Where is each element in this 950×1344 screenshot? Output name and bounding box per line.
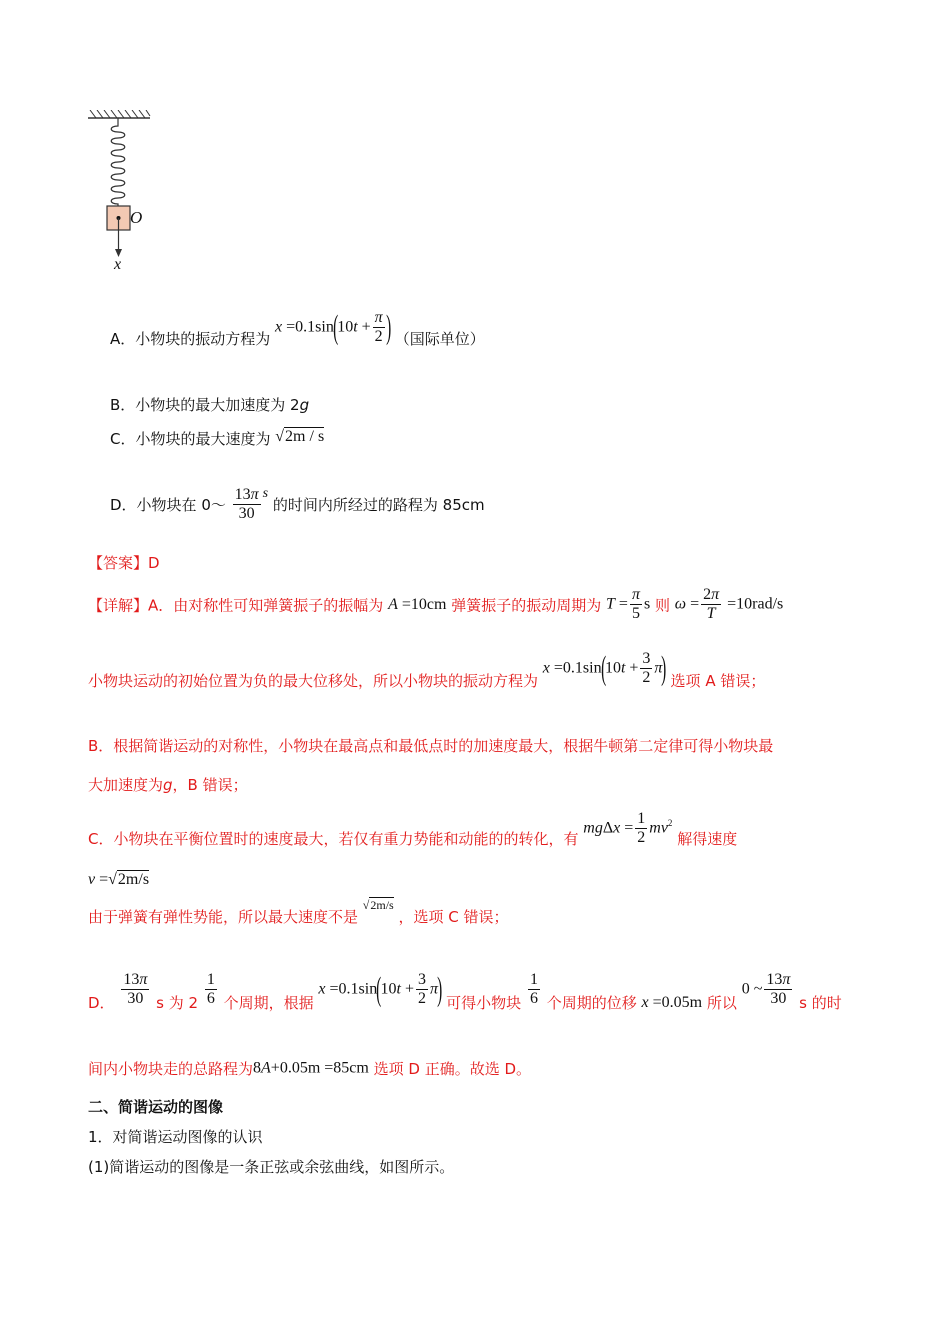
explanation-a-line2: 小物块运动的初始位置为负的最大位移处，所以小物块的振动方程为 x =0.1sin(10t + $\frac{3}{2}$ π) 选项 A 错误； <box>88 649 766 690</box>
explanation-c-line2: v =√2m/s <box>88 871 150 888</box>
explanation-b-line2: 大加速度为g，B 错误； <box>88 776 248 794</box>
explanation-d-line2: 间内小物块走的总路程为8A+0.05m =85cm 选项 D 正确。故选 D。 <box>88 1059 532 1078</box>
spring-oscillator-diagram <box>84 110 164 280</box>
section-item-1: 1．对简谐运动图像的认识 <box>88 1128 263 1146</box>
option-a: A．小物块的振动方程为 x =0.1sin(10t + $\frac{\pi}{2}$ ) （国际单位） <box>110 308 485 348</box>
answer-line: 【答案】D <box>88 554 160 572</box>
explanation-c-line1: C．小物块在平衡位置时的速度最大，若仅有重力势能和动能的的转化，有 mgΔx = $\frac{1}{2}$ $mv^2$ 解得速度 <box>88 809 738 848</box>
explanation-b-line1: B．根据简谐运动的对称性，小物块在最高点和最低点时的加速度最大，根据牛顿第二定律可得小物块最 <box>88 737 774 755</box>
option-b: B．小物块的最大加速度为 2g <box>110 396 310 414</box>
spring-coil <box>111 118 125 206</box>
axis-label: x <box>114 256 122 273</box>
option-d: D．小物块在 0～ $\frac{13\pi}{30}$ s 的时间内所经过的路程为 85cm <box>110 486 485 523</box>
option-c: C．小物块的最大速度为 √2m / s <box>110 428 325 448</box>
explanation-c-line3: 由于弹簧有弹性势能，所以最大速度不是 √2m/s ，选项 C 错误； <box>88 898 509 926</box>
section-heading: 二、简谐运动的图像 <box>88 1098 224 1116</box>
origin-label: O <box>130 208 143 227</box>
explanation-a-line1: 【详解】A．由对称性可知弹簧振子的振幅为 A =10cm 弹簧振子的振动周期为 T = $\frac{\pi}{5}$ s 则 ω = $\frac{2\pi}{T}$ =10rad/s <box>88 586 784 623</box>
explanation-d-line1: D． $\frac{13\pi}{30}$ s 为 2 $\frac{1}{6}$ 个周期，根据 x =0.1sin(10t + $\frac{3}{2}$ π) 可得小物块 $\frac{1}{6}$ 个周期的位移 x =0.05m 所以 0 ~ $\frac{13\pi}{30}$ s 的时 <box>88 970 842 1012</box>
section-item-1-1: (1)简谐运动的图像是一条正弦或余弦曲线，如图所示。 <box>88 1158 455 1176</box>
